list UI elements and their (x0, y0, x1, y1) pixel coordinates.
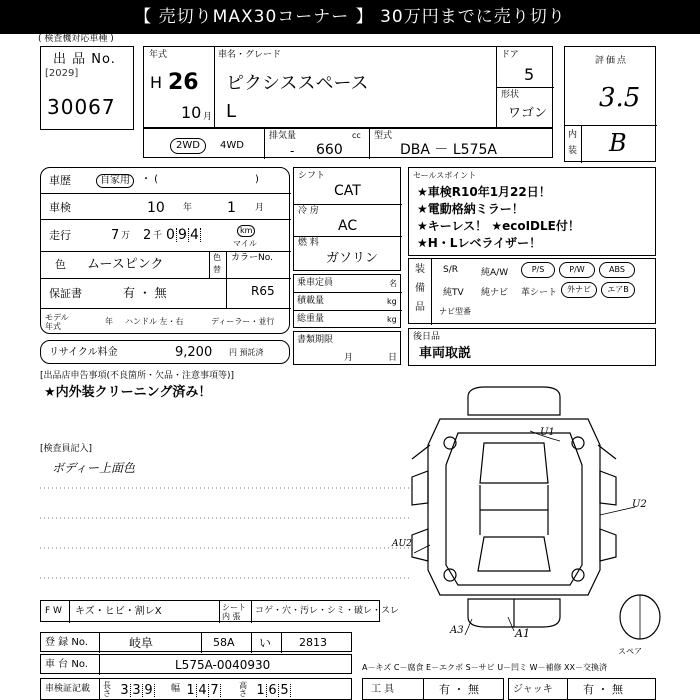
interior-value: B (609, 129, 627, 157)
sales-point-item: ★H・Lレベライザー！ (417, 236, 542, 250)
lot-year-tag: [2029] (45, 68, 79, 79)
inspector-label: [検査員記入] (40, 444, 93, 454)
interior-label-top: 内 (568, 130, 578, 140)
capacity-box (293, 274, 401, 328)
sales-point-item: ★キーレス！ ★ecoIDLE付！ (417, 219, 580, 233)
mark-a1: A1 (515, 627, 530, 640)
equip-abs: ABS (599, 262, 635, 278)
car-name: ピクシススペース (226, 73, 369, 94)
warranty-value: 有 ・ 無 (123, 286, 167, 300)
history-close: ) (255, 174, 259, 185)
history-value: 自家用 (96, 174, 134, 188)
warranty-label: 保証書 (49, 287, 82, 300)
equip-ps: P/S (521, 262, 555, 278)
mark-u1: U1 (540, 427, 555, 438)
jack-box (508, 678, 656, 700)
dim-digit: 6 (267, 684, 279, 697)
equip-tv: 純TV (443, 288, 464, 298)
color-change-top: 色 (213, 253, 221, 262)
after-sale-label: 後日品 (413, 332, 441, 342)
top-note: ( 検査機対応車種 ) (38, 34, 114, 44)
capacity-label: 総重量 (297, 314, 325, 324)
chassis-label: 車 台 No. (45, 659, 88, 670)
inspection-month-unit: 月 (255, 203, 265, 213)
mileage-sen-unit: 千 (153, 231, 163, 241)
body-type-label: 形状 (501, 90, 520, 100)
equip-leather: 革シート (521, 288, 558, 298)
lot-label: 出 品 No. (53, 52, 116, 67)
equip-sr: S/R (443, 265, 458, 275)
dim-width (185, 684, 221, 697)
score-label: 評価点 (595, 56, 629, 66)
year-value: 26 (168, 70, 199, 95)
dotted-lines (40, 470, 410, 600)
car-label: 車名・グレード (218, 50, 282, 60)
registration-kana: い (259, 636, 272, 650)
mileage-digits (165, 228, 201, 242)
chassis-value: L575A-0040930 (175, 658, 271, 672)
mileage-unit-mile: マイル (233, 239, 257, 248)
score-value: 3.5 (599, 83, 641, 113)
ac-value: AC (338, 218, 358, 234)
score-box (564, 46, 656, 162)
handle-label: ハンドル 左・右 (125, 317, 184, 326)
color-change-bottom: 替 (213, 265, 221, 274)
dim-length-label: 長さ (103, 681, 111, 698)
equip-pw: P/W (559, 262, 595, 278)
dim-digit: 5 (279, 684, 291, 697)
dim-digit: 3 (119, 684, 131, 697)
mileage-digit: 4 (189, 228, 201, 242)
year-label: 年式 (149, 50, 168, 60)
capacity-unit: kg (387, 297, 397, 306)
interior-label-bottom: 装 (568, 146, 578, 156)
docs-deadline-unit2: 日 (388, 353, 398, 363)
damage-legend: A－キズ C－腐食 E－エクボ S－サビ U－凹ミ W－補修 XX－交換済 (362, 663, 608, 672)
car-grade: L (226, 101, 237, 122)
displacement-label: 排気量 (269, 131, 297, 141)
shift-label: シフト (298, 171, 326, 181)
dim-digit: 4 (197, 684, 209, 697)
tools-label: 工 具 (371, 684, 395, 695)
inspection-month: 1 (227, 200, 236, 216)
drive-row (143, 128, 553, 158)
fw-sheet-label: シート内 張 (222, 603, 246, 621)
history-rest: ・ ( (141, 174, 159, 185)
dimensions-label: 車検証記載 (45, 684, 91, 694)
jack-value: 有 ・ 無 (583, 683, 623, 696)
notes-value: ★内外装クリーニング済み！ (44, 385, 212, 400)
inspector-note: ボディー上面色 (52, 461, 136, 475)
dim-digit: 1 (255, 684, 267, 697)
registration-number: 2813 (299, 636, 327, 649)
notes-label: [出品店申告事項(不良箇所・欠品・注意事項等)] (40, 371, 235, 381)
mileage-sen: 2 (143, 228, 152, 243)
dim-height (255, 684, 291, 697)
equip-airbag: エアB (601, 282, 635, 298)
mileage-unit-km: km (237, 225, 255, 237)
year-month: 10 (181, 103, 202, 122)
after-sale-box (408, 328, 656, 366)
recycle-value: 9,200 (175, 345, 213, 360)
registration-class: 58A (213, 636, 235, 649)
ac-label: 冷 房 (298, 206, 319, 216)
equipment-label-char: 装 (415, 264, 425, 275)
recycle-row (40, 340, 290, 364)
recycle-label: リサイクル料金 (49, 347, 118, 358)
sales-point-item: ★車検R10年1月22日！ (417, 185, 551, 199)
fw-value1: キズ・ヒビ・割レX (75, 606, 162, 617)
registration-row (40, 632, 352, 652)
mark-u2: U2 (632, 499, 647, 510)
inspection-year: 10 (147, 200, 165, 216)
docs-deadline-box (293, 331, 401, 365)
sales-points-label: セールスポイント (413, 171, 477, 180)
capacity-unit: kg (387, 315, 397, 324)
capacity-unit: 名 (389, 279, 397, 288)
dim-height-label: 高さ (239, 681, 247, 698)
fw-label: F W (45, 606, 62, 616)
fuel-value: ガソリン (326, 251, 379, 266)
dim-digit: 3 (131, 684, 143, 697)
lot-number: 30067 (47, 95, 116, 119)
mark-a3: A3 (450, 625, 464, 636)
navi-model-label: ナビ型番 (439, 307, 471, 316)
inspection-label: 車検 (49, 201, 71, 214)
displacement-unit: cc (352, 131, 361, 140)
model-code-value: DBA － L575A (400, 142, 497, 158)
dealer-label: ディーラー・並行 (211, 317, 275, 326)
model-code-label: 型式 (374, 131, 393, 141)
car-info-box (143, 46, 553, 128)
year-era: H (150, 73, 163, 92)
model-year-label: モデル年式 (45, 313, 69, 331)
equip-ext-navi: 外ナビ (561, 282, 597, 298)
mileage-digit: 9 (177, 228, 189, 242)
year-month-unit: 月 (203, 112, 213, 122)
lot-box (40, 46, 134, 130)
fw-value2: コゲ・穴・汚レ・シミ・破レ・スレ (255, 606, 400, 616)
mark-spare: スペア (618, 647, 642, 656)
docs-deadline-label: 書類期限 (297, 335, 334, 345)
equip-aw: 純A/W (481, 268, 509, 278)
history-label: 車歴 (49, 174, 71, 187)
color-value: ムースピンク (87, 257, 164, 272)
sales-points (408, 167, 656, 256)
recycle-unit: 円 預託済 (229, 348, 264, 357)
drive-2wd: 2WD (170, 138, 206, 154)
mark-au2: AU2 (392, 539, 412, 549)
body-type-value: ワゴン (508, 106, 548, 121)
mileage-label: 走行 (49, 229, 71, 242)
registration-label: 登 録 No. (45, 637, 88, 648)
dim-digit: 1 (185, 684, 197, 697)
equipment-label-char: 品 (415, 302, 425, 313)
color-code: R65 (251, 284, 275, 298)
registration-place: 岐阜 (129, 636, 154, 650)
sales-point-item: ★電動格納ミラー！ (417, 202, 524, 216)
equipment-box (408, 258, 656, 324)
spec-box (293, 167, 401, 271)
jack-label: ジャッキ (513, 684, 553, 695)
mileage-man-unit: 万 (121, 231, 131, 241)
tools-value: 有 ・ 無 (439, 683, 479, 696)
displacement-value: 660 (316, 142, 343, 158)
dim-digit: 7 (209, 684, 221, 697)
after-sale-value: 車両取説 (419, 346, 472, 361)
fw-row (40, 600, 400, 622)
dimensions-row (40, 678, 352, 700)
equip-navi: 純ナビ (481, 288, 509, 298)
equipment-label-char: 備 (415, 283, 425, 294)
tools-box (362, 678, 504, 700)
drive-4wd: 4WD (220, 140, 244, 151)
mileage-digit: 0 (165, 228, 177, 242)
car-diagram (410, 385, 700, 645)
chassis-row (40, 654, 352, 674)
dim-width-label: 幅 (171, 684, 181, 694)
displacement-dash: - (290, 144, 295, 158)
doors-label: ドア (501, 50, 519, 60)
capacity-label: 乗車定員 (297, 278, 334, 288)
capacity-label: 積載量 (297, 296, 325, 306)
left-details (40, 167, 290, 334)
dim-digit: 9 (143, 684, 155, 697)
shift-value: CAT (334, 183, 361, 199)
docs-deadline-unit: 月 (344, 353, 354, 363)
banner: 【 売切りMAX30コーナー 】 30万円までに売り切り (0, 0, 700, 34)
dim-length (119, 684, 155, 697)
mileage-man: 7 (111, 228, 120, 243)
fuel-label: 燃 料 (298, 238, 319, 248)
doors-value: 5 (524, 65, 535, 84)
color-code-label: カラーNo. (231, 253, 273, 263)
inspection-year-unit: 年 (183, 203, 193, 213)
model-year-unit: 年 (105, 317, 113, 326)
color-label: 色 (55, 258, 66, 271)
